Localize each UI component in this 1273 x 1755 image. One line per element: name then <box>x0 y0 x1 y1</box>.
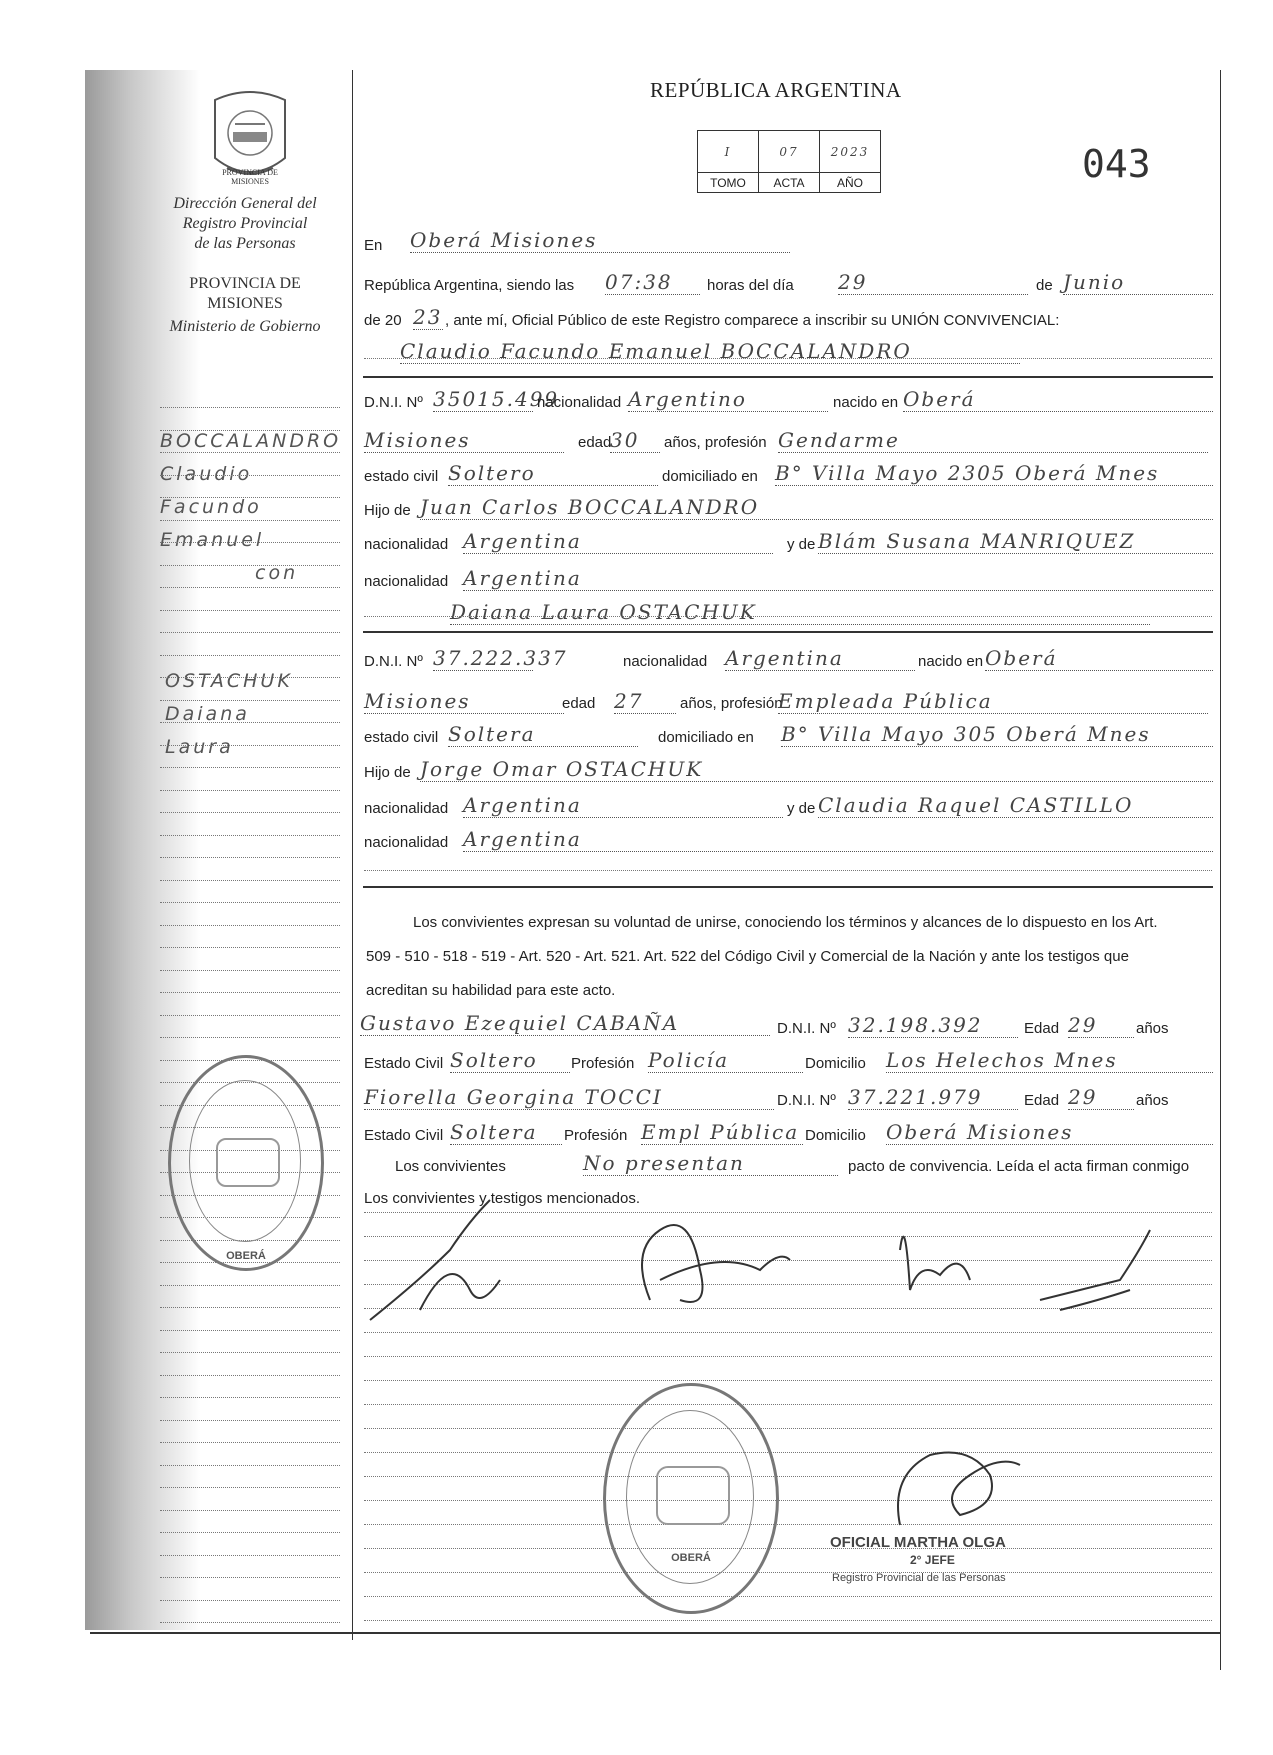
p2-profession-value: Empleada Pública <box>778 689 1208 714</box>
declaration-line-2: 509 - 510 - 518 - 519 - Art. 520 - Art. 521. Art. 522 del Código Civil y Comercial de la Nación y ante los testigos que <box>366 948 1129 965</box>
section-divider <box>363 376 1213 378</box>
en-label: En <box>364 237 383 254</box>
p1-civil-value: Soltero <box>448 461 658 486</box>
stamp-city: OBERÁ <box>226 1250 266 1262</box>
convivientes-label: Los convivientes <box>395 1158 506 1175</box>
signatures <box>360 1190 1160 1340</box>
margin-rule-line <box>160 655 340 656</box>
margin-rule-line <box>160 565 340 566</box>
p1-dni-label: D.N.I. Nº <box>364 394 423 411</box>
ano-label: AÑO <box>820 173 881 193</box>
margin-rule-line <box>160 1622 340 1623</box>
act-number: 043 <box>1082 142 1151 186</box>
ruled-line <box>364 1500 1212 1501</box>
p2-years-label: años, profesión <box>680 695 783 712</box>
stamp-city: OBERÁ <box>671 1552 711 1564</box>
margin-rule-line <box>160 925 340 926</box>
ano-value: 2023 <box>820 131 881 173</box>
margin-rule-line <box>160 767 340 768</box>
ruled-line <box>364 1380 1212 1381</box>
margin-note-line: BOCCALANDRO <box>160 430 342 452</box>
institution-line: de las Personas <box>194 235 296 252</box>
day-value: 29 <box>838 270 1028 295</box>
province-line: PROVINCIA DE <box>189 275 301 292</box>
institution-line: Dirección General del <box>173 195 317 212</box>
margin-rule-line <box>160 902 340 903</box>
p2-mother-nat-label: nacionalidad <box>364 834 449 851</box>
institution-line: Registro Provincial <box>182 215 308 232</box>
w2-years-label: años <box>1136 1092 1169 1109</box>
place-value: Oberá Misiones <box>410 228 790 253</box>
margin-rule-line <box>160 632 340 633</box>
p2-address-value: B° Villa Mayo 305 Oberá Mnes <box>781 722 1213 747</box>
margin-divider <box>352 70 353 1640</box>
republic-label: República Argentina, siendo las <box>364 277 575 294</box>
p2-dni-value: 37.222.337 <box>433 646 568 670</box>
p2-civil-label: estado civil <box>364 729 439 746</box>
p2-father-nat-label: nacionalidad <box>364 800 449 817</box>
w1-age-value: 29 <box>1068 1013 1134 1038</box>
p2-age-value: 27 <box>614 689 676 714</box>
margin-rule-line <box>160 1285 340 1286</box>
ruled-line <box>364 1356 1212 1357</box>
margin-rule-line <box>160 992 340 993</box>
margin-rule-line <box>160 1487 340 1488</box>
ruled-line <box>364 1404 1212 1405</box>
seal-label: PROVINCIA DE MISIONES <box>222 168 278 186</box>
margin-rule-line <box>160 880 340 881</box>
p2-child-label: Hijo de <box>364 764 411 781</box>
registry-stamp-bottom <box>603 1383 779 1614</box>
p1-civil-label: estado civil <box>364 468 439 485</box>
p1-child-label: Hijo de <box>364 502 411 519</box>
pact-text: pacto de convivencia. Leída el acta firman conmigo <box>848 1158 1190 1175</box>
ruled-line <box>364 1452 1212 1453</box>
w1-address-label: Domicilio <box>805 1055 866 1072</box>
pact-value: No presentan <box>583 1151 838 1176</box>
month-value: Junio <box>1063 270 1213 295</box>
ruled-line <box>364 1476 1212 1477</box>
institution-name <box>150 194 340 254</box>
margin-rule-line <box>160 700 340 701</box>
margin-rule-line <box>160 1442 340 1443</box>
p1-age-label: edad <box>578 434 612 451</box>
p1-nat-value: Argentino <box>628 387 828 412</box>
margin-rule-line <box>160 542 340 543</box>
margin-rule-line <box>160 1600 340 1601</box>
margin-rule-line <box>160 1555 340 1556</box>
margin-rule-line <box>160 587 340 588</box>
p1-mother-nat-value: Argentina <box>463 566 1213 591</box>
couple-first-value: Claudio Facundo Emanuel BOCCALANDRO <box>400 339 1020 364</box>
p2-born-label: nacido en <box>918 653 984 670</box>
p1-born-cont-value: Misiones <box>364 428 564 453</box>
margin-rule-line <box>160 1577 340 1578</box>
w1-years-label: años <box>1136 1020 1169 1037</box>
p1-address-label: domiciliado en <box>662 468 758 485</box>
w1-dni-label: D.N.I. Nº <box>777 1020 836 1037</box>
section-divider <box>363 631 1213 633</box>
margin-rule-line <box>160 722 340 723</box>
w2-civil-value: Soltera <box>450 1120 562 1145</box>
margin-rule-line <box>160 407 340 408</box>
bottom-border <box>90 1632 1220 1634</box>
w2-dni-value: 37.221.979 <box>848 1085 1018 1110</box>
p1-mother-value: Blám Susana MANRIQUEZ <box>818 529 1213 554</box>
p1-nat-label: nacionalidad <box>537 394 622 411</box>
de-label: de <box>1036 277 1053 294</box>
margin-rule-line <box>160 1375 340 1376</box>
section-divider <box>363 886 1213 888</box>
w1-profession-value: Policía <box>648 1048 803 1073</box>
margin-rule-line <box>160 497 340 498</box>
w2-age-value: 29 <box>1068 1085 1134 1110</box>
p1-age-value: 30 <box>610 428 660 453</box>
margin-rule-line <box>160 1420 340 1421</box>
margin-rule-line <box>160 970 340 971</box>
p2-address-label: domiciliado en <box>658 729 754 746</box>
officer-office: Registro Provincial de las Personas <box>832 1572 1006 1584</box>
p1-and-label: y de <box>787 536 816 553</box>
p1-born-label: nacido en <box>833 394 899 411</box>
margin-rule-line <box>160 1532 340 1533</box>
w1-age-label: Edad <box>1024 1020 1060 1037</box>
p2-dni-label: D.N.I. Nº <box>364 653 423 670</box>
margin-note-line: OSTACHUK <box>165 670 293 692</box>
country-title: REPÚBLICA ARGENTINA <box>650 78 902 102</box>
p2-born-value: Oberá <box>985 646 1213 671</box>
margin-rule-line <box>160 835 340 836</box>
ruled-line <box>364 358 1212 359</box>
right-border <box>1220 70 1221 1670</box>
margin-rule-line <box>160 812 340 813</box>
margin-rule-line <box>160 1037 340 1038</box>
w1-profession-label: Profesión <box>571 1055 635 1072</box>
margin-note-line: Emanuel <box>160 529 265 551</box>
margin-rule-line <box>160 475 340 476</box>
margin-note-line: Claudio <box>160 463 253 485</box>
officer-title: 2° JEFE <box>910 1553 955 1567</box>
margin-rule-line <box>160 1397 340 1398</box>
p1-father-value: Juan Carlos BOCCALANDRO <box>420 495 1213 520</box>
p2-and-label: y de <box>787 800 816 817</box>
w2-dni-label: D.N.I. Nº <box>777 1092 836 1109</box>
p1-father-nat-value: Argentina <box>463 529 773 554</box>
margin-rule-line <box>160 857 340 858</box>
margin-rule-line <box>160 1015 340 1016</box>
province-name <box>150 274 340 314</box>
p2-mother-nat-value: Argentina <box>463 827 1213 852</box>
registry-stamp-left <box>168 1055 324 1271</box>
ruled-line <box>364 1524 1212 1525</box>
margin-rule-line <box>160 1352 340 1353</box>
officer-name: OFICIAL MARTHA OLGA <box>830 1534 1006 1551</box>
margin-rule-line <box>160 790 340 791</box>
p2-father-nat-value: Argentina <box>463 793 783 818</box>
margin-rule-line <box>160 1330 340 1331</box>
margin-note-line: Facundo <box>160 496 262 518</box>
tomo-label: TOMO <box>698 173 759 193</box>
margin-rule-line <box>160 520 340 521</box>
statement-text: , ante mí, Oficial Público de este Registro comparece a inscribir su UNIÓN CONVIVENCIAL: <box>445 312 1060 329</box>
officer-signature <box>880 1435 1030 1545</box>
p2-age-label: edad <box>562 695 596 712</box>
p2-born-cont-value: Misiones <box>364 689 564 714</box>
p2-father-value: Jorge Omar OSTACHUK <box>420 757 1213 782</box>
p1-partner-value: Daiana Laura OSTACHUK <box>450 600 1150 625</box>
hours-label: horas del día <box>707 277 794 294</box>
margin-note-line: Laura <box>165 736 234 758</box>
margin-rule-line <box>160 677 340 678</box>
p1-address-value: B° Villa Mayo 2305 Oberá Mnes <box>775 461 1213 486</box>
time-value: 07:38 <box>605 270 700 295</box>
margin-note-line: con <box>255 562 299 584</box>
p1-born-value: Oberá <box>903 387 1213 412</box>
ruled-line <box>364 1548 1212 1549</box>
ruled-line <box>364 616 1212 617</box>
margin-rule-line <box>160 610 340 611</box>
p1-father-nat-label: nacionalidad <box>364 536 449 553</box>
w1-name-value: Gustavo Ezequiel CABAÑA <box>360 1011 770 1036</box>
ruled-line <box>364 870 1212 871</box>
p2-civil-value: Soltera <box>448 722 638 747</box>
margin-rule-line <box>160 452 340 453</box>
w2-address-label: Domicilio <box>805 1127 866 1144</box>
w1-dni-value: 32.198.392 <box>848 1013 1018 1038</box>
p1-years-label: años, profesión <box>664 434 767 451</box>
margin-rule-line <box>160 1465 340 1466</box>
margin-rule-line <box>160 745 340 746</box>
w2-profession-value: Empl Pública <box>641 1120 803 1145</box>
declaration-line-3: acreditan su habilidad para este acto. <box>366 982 616 999</box>
margin-rule-line <box>160 430 340 431</box>
p2-nat-value: Argentina <box>725 646 915 671</box>
w1-civil-value: Soltero <box>450 1048 570 1073</box>
w2-profession-label: Profesión <box>564 1127 628 1144</box>
margin-rule-line <box>160 1510 340 1511</box>
declaration-line-1: Los convivientes expresan su voluntad de unirse, conociendo los términos y alcances de lo dispuesto en los Art. <box>413 914 1158 931</box>
ruled-line <box>364 1428 1212 1429</box>
p1-dni-value: 35015.499 <box>433 387 560 411</box>
margin-rule-line <box>160 947 340 948</box>
ruled-line <box>364 1572 1212 1573</box>
ruled-line <box>364 1596 1212 1597</box>
record-box <box>697 130 881 193</box>
p1-profession-value: Gendarme <box>778 428 1208 453</box>
w2-name-value: Fiorella Georgina TOCCI <box>364 1085 774 1110</box>
w2-age-label: Edad <box>1024 1092 1060 1109</box>
p2-mother-value: Claudia Raquel CASTILLO <box>818 793 1213 818</box>
p1-mother-nat-label: nacionalidad <box>364 573 449 590</box>
year-value: 23 <box>413 305 443 329</box>
ruled-line <box>364 1620 1212 1621</box>
w1-civil-label: Estado Civil <box>364 1055 444 1072</box>
acta-value: 07 <box>759 131 820 173</box>
margin-rule-line <box>160 1307 340 1308</box>
w2-civil-label: Estado Civil <box>364 1127 444 1144</box>
w1-address-value: Los Helechos Mnes <box>886 1048 1213 1073</box>
province-line: MISIONES <box>207 295 283 312</box>
p2-nat-label: nacionalidad <box>623 653 708 670</box>
w2-address-value: Oberá Misiones <box>886 1120 1213 1145</box>
margin-note-second <box>165 665 293 764</box>
year-prefix-label: de 20 <box>364 312 402 329</box>
ministry-name: Ministerio de Gobierno <box>169 318 321 335</box>
acta-label: ACTA <box>759 173 820 193</box>
tomo-value: I <box>698 131 759 173</box>
margin-note-line: Daiana <box>165 703 250 725</box>
closing-line-2: Los convivientes y testigos mencionados. <box>364 1190 640 1207</box>
